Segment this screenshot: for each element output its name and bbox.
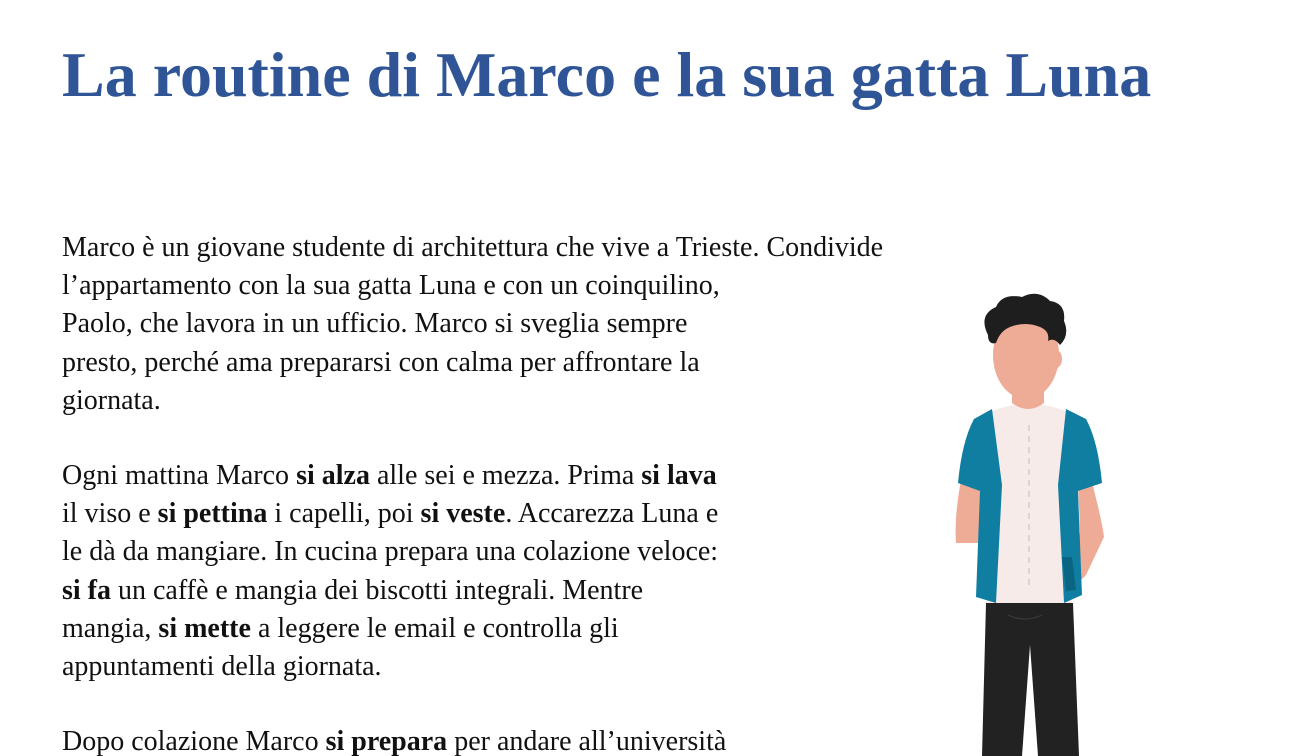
- paragraph-line: [62, 457, 852, 495]
- paragraph-morning-routine: [62, 457, 852, 686]
- paragraph-line: [62, 610, 852, 648]
- reflexive-verb: si fa: [62, 574, 111, 606]
- text-run: Ogni mattina Marco: [62, 460, 297, 491]
- paragraph-line: l’appartamento con la sua gatta Luna e con un coinquilino,: [62, 270, 720, 302]
- paragraph-line: [62, 723, 862, 756]
- reflexive-verb: si veste: [420, 498, 506, 530]
- paragraph-after-breakfast: [62, 723, 862, 756]
- reflexive-verb: si alza: [296, 460, 370, 491]
- reflexive-verb: si lava: [641, 460, 717, 491]
- paragraph-line: [62, 572, 852, 610]
- text-run: per andare all’università: [447, 726, 727, 756]
- paragraph-line: Paolo, che lavora in un ufficio. Marco si sveglia sempre: [62, 308, 688, 340]
- paragraph-line: appuntamenti della giornata.: [62, 651, 382, 683]
- text-run: . Accarezza Luna e: [505, 498, 719, 530]
- text-run: alle sei e mezza. Prima: [369, 460, 642, 491]
- text-run: i capelli, poi: [267, 498, 421, 530]
- text-run: mangia,: [62, 612, 159, 644]
- reflexive-verb: si prepara: [325, 726, 448, 756]
- text-run: a leggere le email e controlla gli: [250, 612, 619, 644]
- pants: [982, 603, 1079, 756]
- paragraph-line: giornata.: [62, 384, 161, 416]
- paragraph-line: Marco è un giovane studente di architettura che vive a Trieste. Condivide: [62, 232, 884, 263]
- young-man-illustration-icon: [930, 285, 1130, 756]
- text-run: un caffè e mangia dei biscotti integrali. Mentre: [111, 574, 644, 606]
- page-title: La routine di Marco e la sua gatta Luna: [62, 39, 1152, 110]
- reflexive-verb: si pettina: [157, 498, 268, 530]
- text-run: il viso e: [62, 498, 158, 530]
- paragraph-intro: [62, 229, 1052, 420]
- paragraph-line: [62, 495, 852, 533]
- paragraph-line: presto, perché ama prepararsi con calma per affrontare la: [62, 346, 700, 378]
- paragraph-line: le dà da mangiare. In cucina prepara una colazione veloce:: [62, 536, 719, 568]
- text-run: Dopo colazione Marco: [62, 726, 326, 756]
- reflexive-verb: si mette: [158, 612, 251, 644]
